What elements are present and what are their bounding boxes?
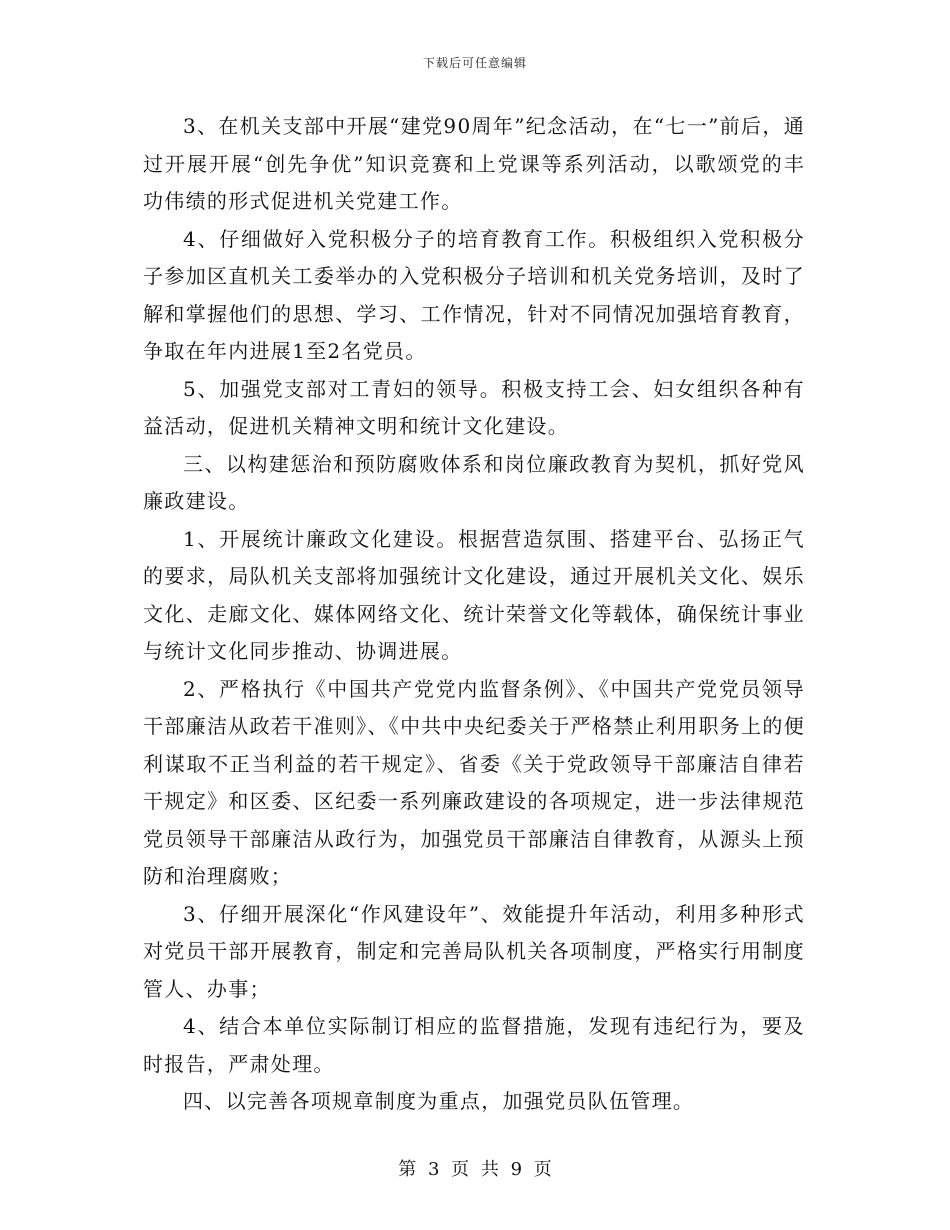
paragraph-item-3-work-style: 3、仔细开展深化“作风建设年”、效能提升年活动，利用多种形式对党员干部开展教育，制定和完善局队机关各项制度，严格实行用制度管人、办事； (143, 901, 805, 1001)
section-heading-four: 四、以完善各项规章制度为重点，加强党员队伍管理。 (183, 1089, 695, 1113)
paragraph-item-4-supervision: 4、结合本单位实际制订相应的监督措施，发现有违纪行为，要及时报告，严肃处理。 (143, 1014, 805, 1076)
paragraph-item-3-ninety-anniversary: 3、在机关支部中开展“建党90周年”纪念活动，在“七一”前后，通过开展开展“创先争优”知识竞赛和上党课等系列活动，以歌颂党的丰功伟绩的形式促进机关党建工作。 (143, 114, 805, 213)
paragraph-item-1-integrity-culture: 1、开展统计廉政文化建设。根据营造氛围、搭建平台、弘扬正气的要求，局队机关支部将加强统计文化建设，通过开展机关文化、娱乐文化、走廊文化、媒体网络文化、统计荣誉文化等载体，确保统计事业与统计文化同步推动、协调进展。 (143, 526, 805, 663)
header-note: 下载后可任意编辑 (422, 56, 527, 70)
document-body (143, 108, 805, 1121)
paragraph-item-4-activist-training: 4、仔细做好入党积极分子的培育教育工作。积极组织入党积极分子参加区直机关工委举办的入党积极分子培训和机关党务培训，及时了解和掌握他们的思想、学习、工作情况，针对不同情况加强培育教育，争取在年内进展1至2名党员。 (143, 226, 805, 363)
page-number-footer: 第 3 页 共 9 页 (398, 1159, 552, 1180)
paragraph-item-5-union-leadership: 5、加强党支部对工青妇的领导。积极支持工会、妇女组织各种有益活动，促进机关精神文明和统计文化建设。 (143, 376, 805, 438)
paragraph-item-2-regulations: 2、严格执行《中国共产党党内监督条例》、《中国共产党党员领导干部廉洁从政若干准则》、《中共中央纪委关于严格禁止利用职务上的便利谋取不正当利益的若干规定》、省委《关于党政领导干部廉洁自律若干规定》和区委、区纪委一系列廉政建设的各项规定，进一步法律规范党员领导干部廉洁从政行为，加强党员干部廉洁自律教育，从源头上预防和治理腐败； (143, 676, 805, 888)
section-heading-three: 三、以构建惩治和预防腐败体系和岗位廉政教育为契机，抓好党风廉政建设。 (143, 451, 805, 513)
